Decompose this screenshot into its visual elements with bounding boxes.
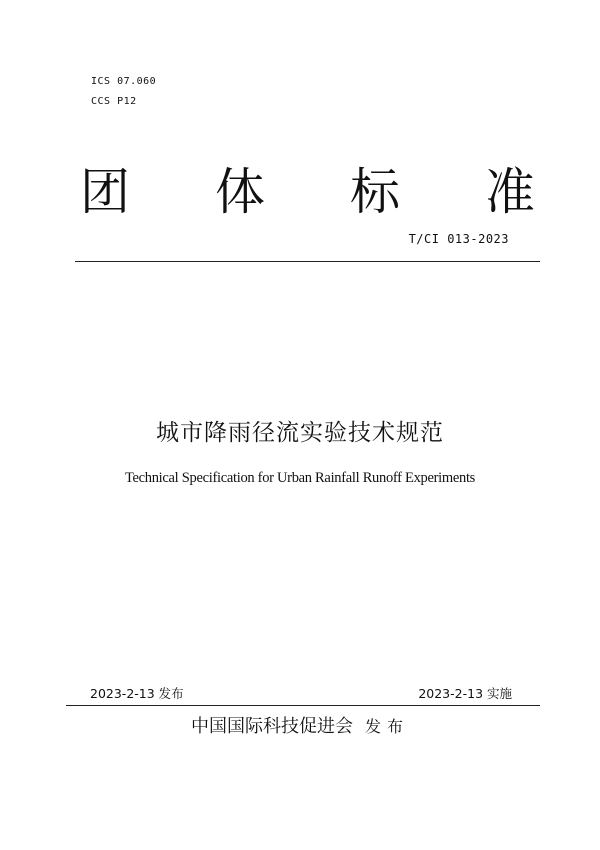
- bottom-divider: [66, 705, 540, 706]
- classification-codes: [91, 72, 156, 112]
- publisher-name: 中国国际科技促进会: [190, 716, 353, 737]
- publisher-line: [0, 712, 600, 738]
- document-title-english: Technical Specification for Urban Rainfall Runoff Experiments: [124, 470, 476, 486]
- document-title-chinese: 城市降雨径流实验技术规范: [156, 420, 444, 446]
- publish-date: 2023-2-13 发布: [90, 686, 184, 701]
- standard-number: T/CI 013-2023: [408, 232, 509, 246]
- publisher-verb: 发布: [364, 717, 409, 736]
- title-char: 团: [80, 163, 130, 221]
- ics-code: ICS 07.060: [91, 76, 157, 87]
- title-char: 准: [485, 163, 535, 221]
- title-char: 标: [350, 163, 400, 221]
- implement-date: 2023-2-13 实施: [418, 686, 512, 701]
- ccs-code: CCS P12: [91, 96, 137, 107]
- standard-type-title: [80, 160, 535, 224]
- title-char: 体: [215, 163, 265, 221]
- top-divider: [75, 261, 540, 262]
